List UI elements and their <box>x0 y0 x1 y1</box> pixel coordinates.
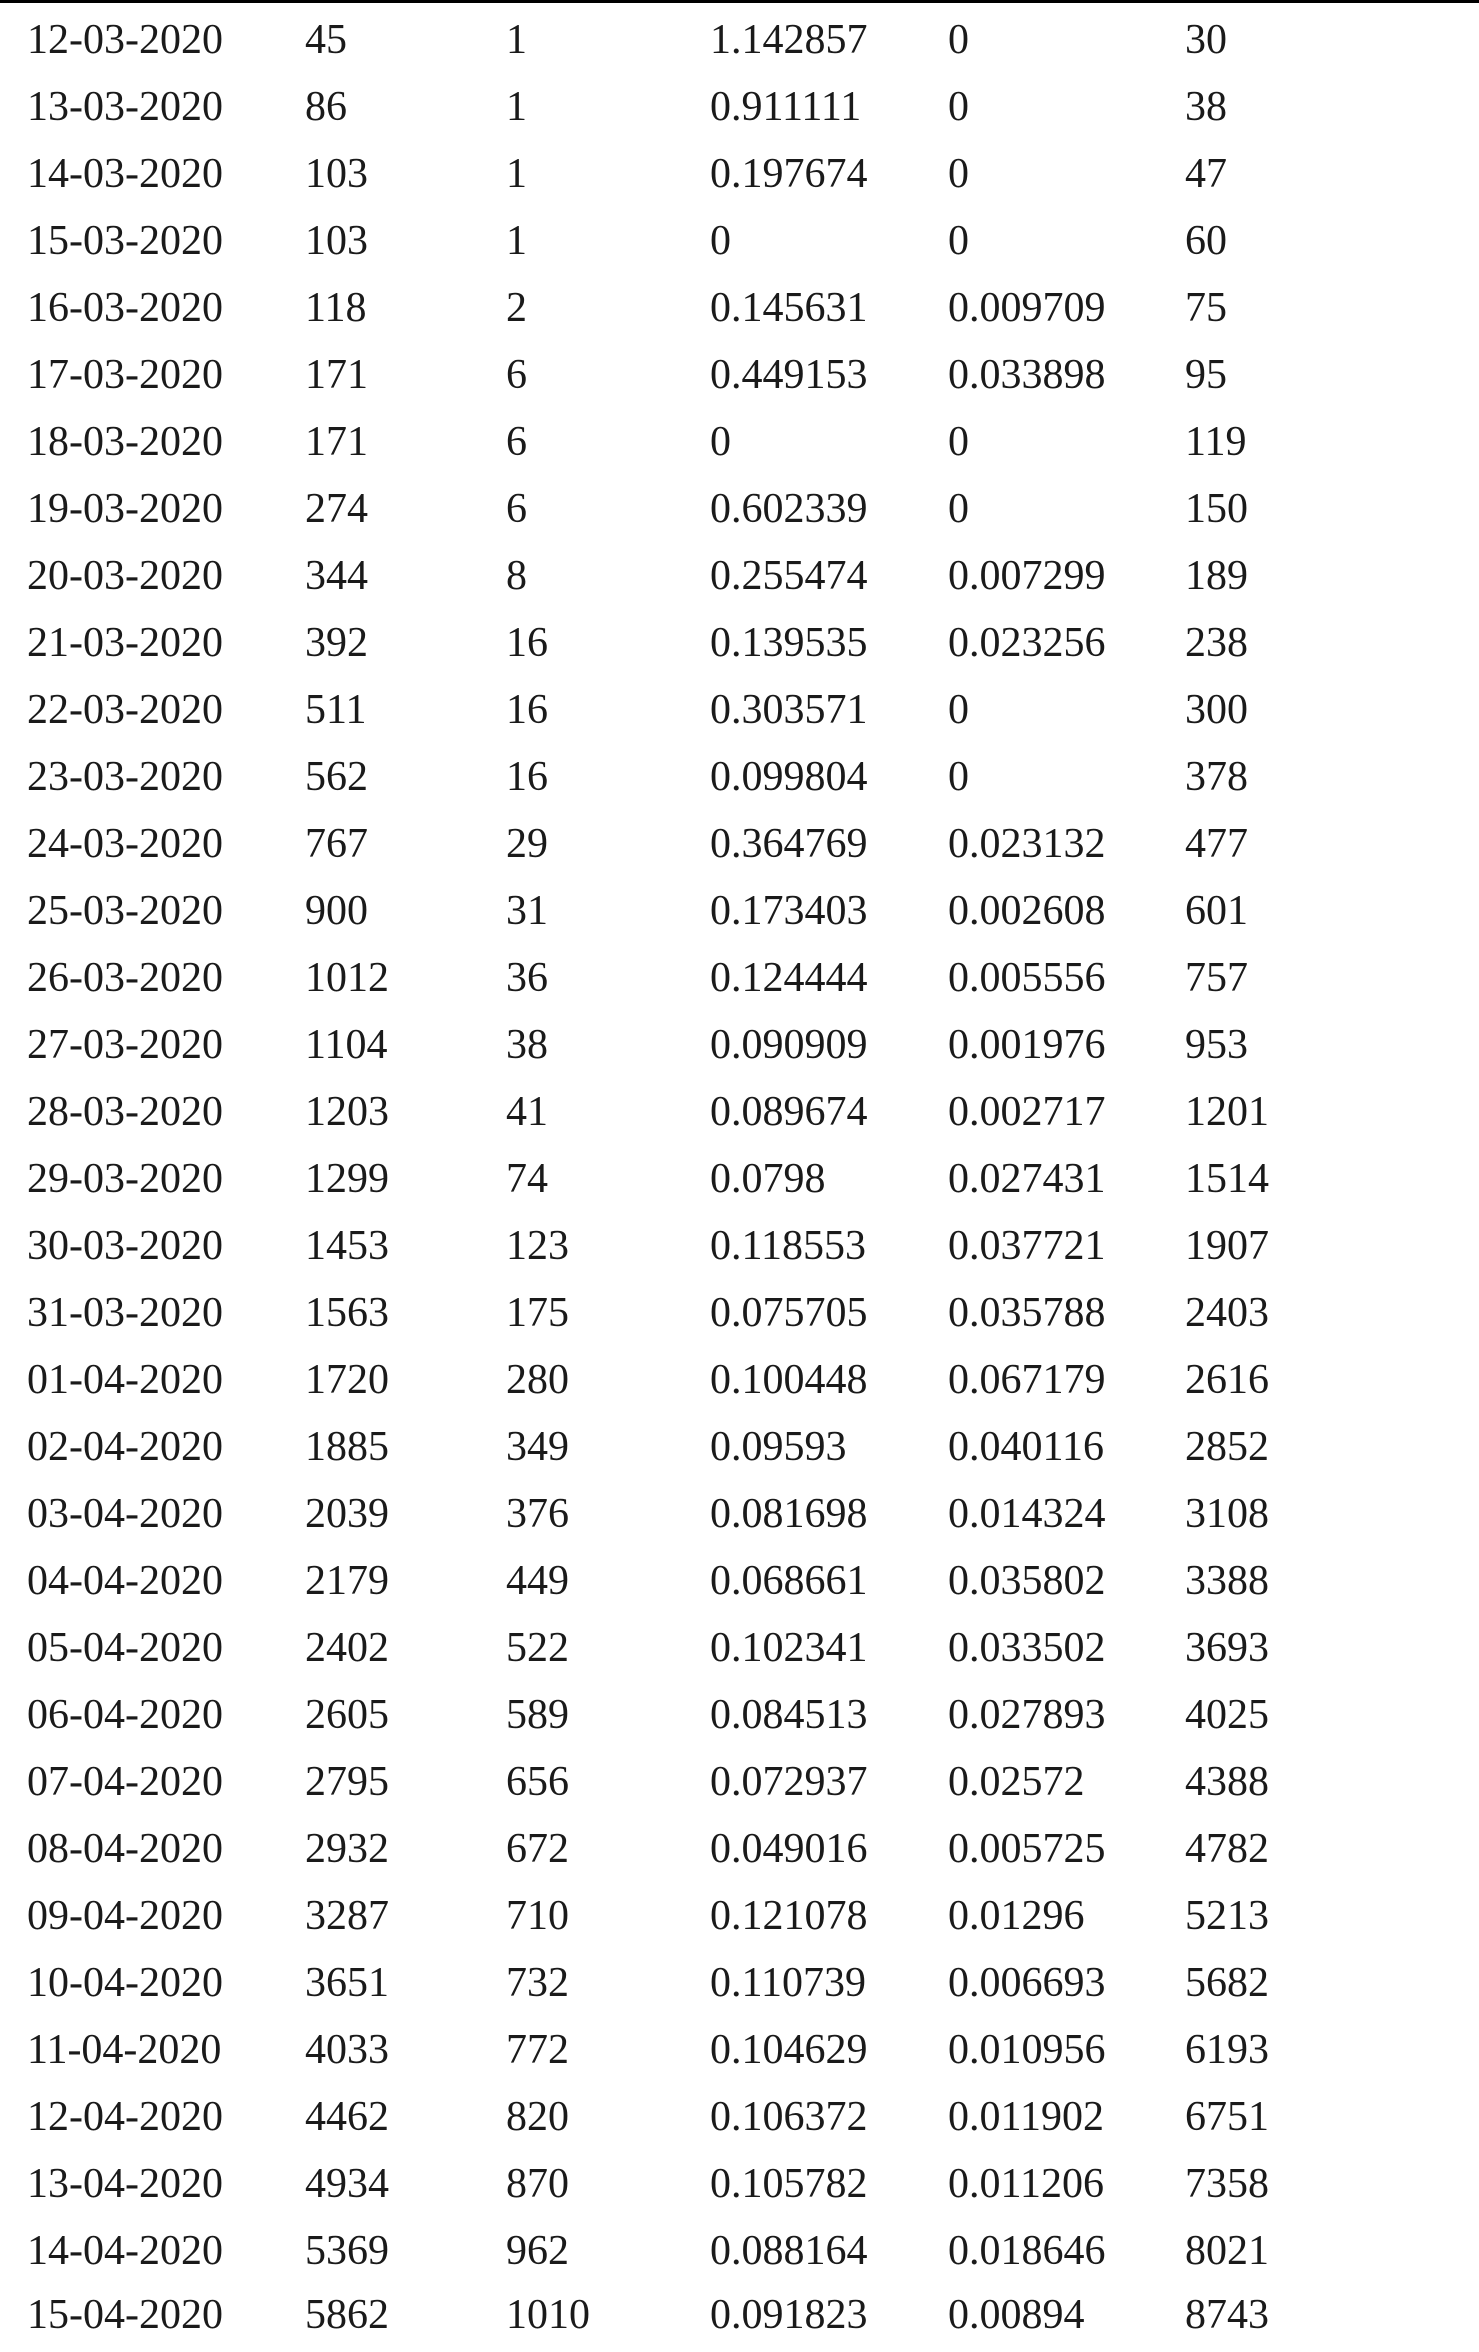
deaths-cell: 1010 <box>506 2292 590 2338</box>
total-cases-cell: 4033 <box>305 2027 389 2073</box>
total-cases-cell: 3287 <box>305 1893 389 1939</box>
deaths-cell: 16 <box>506 620 548 666</box>
projected-value-cell: 47 <box>1185 151 1227 197</box>
death-rate-cell: 0.01296 <box>948 1893 1085 1939</box>
total-cases-cell: 3651 <box>305 1960 389 2006</box>
growth-rate-cell: 0.090909 <box>710 1022 868 1068</box>
total-cases-cell: 900 <box>305 888 368 934</box>
growth-rate-cell: 0.110739 <box>710 1960 866 2006</box>
date-cell: 25-03-2020 <box>27 888 223 934</box>
table-row <box>0 1347 1479 1414</box>
total-cases-cell: 2179 <box>305 1558 389 1604</box>
total-cases-cell: 4462 <box>305 2094 389 2140</box>
total-cases-cell: 274 <box>305 486 368 532</box>
date-cell: 28-03-2020 <box>27 1089 223 1135</box>
projected-value-cell: 1907 <box>1185 1223 1269 1269</box>
date-cell: 21-03-2020 <box>27 620 223 666</box>
projected-value-cell: 6751 <box>1185 2094 1269 2140</box>
date-cell: 13-04-2020 <box>27 2161 223 2207</box>
growth-rate-cell: 0.364769 <box>710 821 868 867</box>
table-row <box>0 1481 1479 1548</box>
deaths-cell: 1 <box>506 84 527 130</box>
death-rate-cell: 0.040116 <box>948 1424 1104 1470</box>
death-rate-cell: 0.011206 <box>948 2161 1104 2207</box>
deaths-cell: 962 <box>506 2228 569 2274</box>
table-row <box>0 141 1479 208</box>
projected-value-cell: 2852 <box>1185 1424 1269 1470</box>
growth-rate-cell: 0.072937 <box>710 1759 868 1805</box>
date-cell: 22-03-2020 <box>27 687 223 733</box>
projected-value-cell: 1514 <box>1185 1156 1269 1202</box>
projected-value-cell: 8021 <box>1185 2228 1269 2274</box>
total-cases-cell: 118 <box>305 285 367 331</box>
deaths-cell: 820 <box>506 2094 569 2140</box>
total-cases-cell: 5862 <box>305 2292 389 2338</box>
growth-rate-cell: 0.104629 <box>710 2027 868 2073</box>
growth-rate-cell: 0.0798 <box>710 1156 826 1202</box>
death-rate-cell: 0.033898 <box>948 352 1106 398</box>
date-cell: 12-04-2020 <box>27 2094 223 2140</box>
table-row <box>0 275 1479 342</box>
projected-value-cell: 4388 <box>1185 1759 1269 1805</box>
date-cell: 08-04-2020 <box>27 1826 223 1872</box>
projected-value-cell: 3108 <box>1185 1491 1269 1537</box>
death-rate-cell: 0.067179 <box>948 1357 1106 1403</box>
table-row <box>0 1079 1479 1146</box>
table-row <box>0 1548 1479 1615</box>
date-cell: 03-04-2020 <box>27 1491 223 1537</box>
table-row <box>0 409 1479 476</box>
projected-value-cell: 189 <box>1185 553 1248 599</box>
table-row <box>0 1950 1479 2017</box>
growth-rate-cell: 0.145631 <box>710 285 868 331</box>
deaths-cell: 123 <box>506 1223 569 1269</box>
deaths-cell: 36 <box>506 955 548 1001</box>
deaths-cell: 772 <box>506 2027 569 2073</box>
deaths-cell: 2 <box>506 285 527 331</box>
growth-rate-cell: 0.121078 <box>710 1893 868 1939</box>
deaths-cell: 349 <box>506 1424 569 1470</box>
table-row <box>0 610 1479 677</box>
deaths-cell: 672 <box>506 1826 569 1872</box>
total-cases-cell: 767 <box>305 821 368 867</box>
deaths-cell: 29 <box>506 821 548 867</box>
death-rate-cell: 0.011902 <box>948 2094 1104 2140</box>
projected-value-cell: 3388 <box>1185 1558 1269 1604</box>
table-row <box>0 2017 1479 2084</box>
projected-value-cell: 378 <box>1185 754 1248 800</box>
total-cases-cell: 2605 <box>305 1692 389 1738</box>
total-cases-cell: 4934 <box>305 2161 389 2207</box>
deaths-cell: 6 <box>506 419 527 465</box>
deaths-cell: 280 <box>506 1357 569 1403</box>
total-cases-cell: 1563 <box>305 1290 389 1336</box>
growth-rate-cell: 0.139535 <box>710 620 868 666</box>
deaths-cell: 74 <box>506 1156 548 1202</box>
death-rate-cell: 0 <box>948 17 969 63</box>
deaths-cell: 6 <box>506 486 527 532</box>
death-rate-cell: 0.001976 <box>948 1022 1106 1068</box>
deaths-cell: 16 <box>506 754 548 800</box>
growth-rate-cell: 0.09593 <box>710 1424 847 1470</box>
projected-value-cell: 477 <box>1185 821 1248 867</box>
growth-rate-cell: 0.106372 <box>710 2094 868 2140</box>
projected-value-cell: 300 <box>1185 687 1248 733</box>
growth-rate-cell: 0.049016 <box>710 1826 868 1872</box>
date-cell: 15-04-2020 <box>27 2292 223 2338</box>
total-cases-cell: 1012 <box>305 955 389 1001</box>
growth-rate-cell: 0.105782 <box>710 2161 868 2207</box>
total-cases-cell: 103 <box>305 218 368 264</box>
deaths-cell: 589 <box>506 1692 569 1738</box>
projected-value-cell: 95 <box>1185 352 1227 398</box>
death-rate-cell: 0 <box>948 218 969 264</box>
growth-rate-cell: 0.100448 <box>710 1357 868 1403</box>
death-rate-cell: 0.009709 <box>948 285 1106 331</box>
death-rate-cell: 0 <box>948 687 969 733</box>
date-cell: 10-04-2020 <box>27 1960 223 2006</box>
deaths-cell: 710 <box>506 1893 569 1939</box>
date-cell: 11-04-2020 <box>27 2027 222 2073</box>
date-cell: 06-04-2020 <box>27 1692 223 1738</box>
total-cases-cell: 45 <box>305 17 347 63</box>
total-cases-cell: 103 <box>305 151 368 197</box>
projected-value-cell: 75 <box>1185 285 1227 331</box>
table-row <box>0 2151 1479 2218</box>
deaths-cell: 16 <box>506 687 548 733</box>
table-row <box>0 1414 1479 1481</box>
deaths-cell: 31 <box>506 888 548 934</box>
death-rate-cell: 0 <box>948 151 969 197</box>
death-rate-cell: 0 <box>948 486 969 532</box>
date-cell: 23-03-2020 <box>27 754 223 800</box>
death-rate-cell: 0 <box>948 84 969 130</box>
death-rate-cell: 0.002717 <box>948 1089 1106 1135</box>
total-cases-cell: 2039 <box>305 1491 389 1537</box>
total-cases-cell: 511 <box>305 687 367 733</box>
table-row <box>0 1615 1479 1682</box>
growth-rate-cell: 0.303571 <box>710 687 868 733</box>
date-cell: 16-03-2020 <box>27 285 223 331</box>
date-cell: 24-03-2020 <box>27 821 223 867</box>
deaths-cell: 449 <box>506 1558 569 1604</box>
growth-rate-cell: 0.075705 <box>710 1290 868 1336</box>
projected-value-cell: 2403 <box>1185 1290 1269 1336</box>
death-rate-cell: 0.010956 <box>948 2027 1106 2073</box>
table-row <box>0 677 1479 744</box>
death-rate-cell: 0.023256 <box>948 620 1106 666</box>
projected-value-cell: 60 <box>1185 218 1227 264</box>
table-top-rule <box>0 0 1479 3</box>
death-rate-cell: 0.006693 <box>948 1960 1106 2006</box>
date-cell: 07-04-2020 <box>27 1759 223 1805</box>
date-cell: 12-03-2020 <box>27 17 223 63</box>
deaths-cell: 8 <box>506 553 527 599</box>
growth-rate-cell: 0.124444 <box>710 955 868 1001</box>
deaths-cell: 175 <box>506 1290 569 1336</box>
total-cases-cell: 171 <box>305 419 368 465</box>
date-cell: 31-03-2020 <box>27 1290 223 1336</box>
growth-rate-cell: 0.081698 <box>710 1491 868 1537</box>
growth-rate-cell: 0.099804 <box>710 754 868 800</box>
death-rate-cell: 0.035788 <box>948 1290 1106 1336</box>
total-cases-cell: 392 <box>305 620 368 666</box>
total-cases-cell: 1299 <box>305 1156 389 1202</box>
deaths-cell: 1 <box>506 17 527 63</box>
projected-value-cell: 30 <box>1185 17 1227 63</box>
table-row <box>0 1749 1479 1816</box>
growth-rate-cell: 0.911111 <box>710 84 862 130</box>
projected-value-cell: 1201 <box>1185 1089 1269 1135</box>
table-row <box>0 476 1479 543</box>
table-row <box>0 7 1479 74</box>
data-table <box>0 7 1479 2352</box>
total-cases-cell: 2795 <box>305 1759 389 1805</box>
growth-rate-cell: 0.102341 <box>710 1625 868 1671</box>
growth-rate-cell: 0.068661 <box>710 1558 868 1604</box>
table-row <box>0 1816 1479 1883</box>
total-cases-cell: 5369 <box>305 2228 389 2274</box>
growth-rate-cell: 0.197674 <box>710 151 868 197</box>
table-row <box>0 744 1479 811</box>
projected-value-cell: 4782 <box>1185 1826 1269 1872</box>
table-row <box>0 811 1479 878</box>
deaths-cell: 1 <box>506 218 527 264</box>
growth-rate-cell: 0 <box>710 419 731 465</box>
death-rate-cell: 0.005556 <box>948 955 1106 1001</box>
death-rate-cell: 0.035802 <box>948 1558 1106 1604</box>
date-cell: 14-04-2020 <box>27 2228 223 2274</box>
total-cases-cell: 1885 <box>305 1424 389 1470</box>
growth-rate-cell: 1.142857 <box>710 17 868 63</box>
table-row <box>0 878 1479 945</box>
table-row <box>0 1146 1479 1213</box>
date-cell: 26-03-2020 <box>27 955 223 1001</box>
date-cell: 17-03-2020 <box>27 352 223 398</box>
death-rate-cell: 0.005725 <box>948 1826 1106 1872</box>
projected-value-cell: 5213 <box>1185 1893 1269 1939</box>
date-cell: 01-04-2020 <box>27 1357 223 1403</box>
death-rate-cell: 0.00894 <box>948 2292 1085 2338</box>
date-cell: 30-03-2020 <box>27 1223 223 1269</box>
date-cell: 27-03-2020 <box>27 1022 223 1068</box>
table-row <box>0 74 1479 141</box>
date-cell: 05-04-2020 <box>27 1625 223 1671</box>
projected-value-cell: 7358 <box>1185 2161 1269 2207</box>
projected-value-cell: 953 <box>1185 1022 1248 1068</box>
date-cell: 29-03-2020 <box>27 1156 223 1202</box>
death-rate-cell: 0.023132 <box>948 821 1106 867</box>
growth-rate-cell: 0.118553 <box>710 1223 866 1269</box>
total-cases-cell: 86 <box>305 84 347 130</box>
death-rate-cell: 0.002608 <box>948 888 1106 934</box>
projected-value-cell: 119 <box>1185 419 1247 465</box>
table-row <box>0 543 1479 610</box>
date-cell: 04-04-2020 <box>27 1558 223 1604</box>
growth-rate-cell: 0.089674 <box>710 1089 868 1135</box>
death-rate-cell: 0.027893 <box>948 1692 1106 1738</box>
death-rate-cell: 0.02572 <box>948 1759 1085 1805</box>
growth-rate-cell: 0 <box>710 218 731 264</box>
projected-value-cell: 3693 <box>1185 1625 1269 1671</box>
death-rate-cell: 0.018646 <box>948 2228 1106 2274</box>
table-row <box>0 1280 1479 1347</box>
date-cell: 14-03-2020 <box>27 151 223 197</box>
date-cell: 18-03-2020 <box>27 419 223 465</box>
table-row <box>0 208 1479 275</box>
deaths-cell: 656 <box>506 1759 569 1805</box>
growth-rate-cell: 0.173403 <box>710 888 868 934</box>
table-row <box>0 2285 1479 2352</box>
growth-rate-cell: 0.084513 <box>710 1692 868 1738</box>
table-row <box>0 1213 1479 1280</box>
deaths-cell: 41 <box>506 1089 548 1135</box>
death-rate-cell: 0.027431 <box>948 1156 1106 1202</box>
death-rate-cell: 0 <box>948 419 969 465</box>
table-row <box>0 2218 1479 2285</box>
date-cell: 13-03-2020 <box>27 84 223 130</box>
total-cases-cell: 171 <box>305 352 368 398</box>
date-cell: 15-03-2020 <box>27 218 223 264</box>
projected-value-cell: 601 <box>1185 888 1248 934</box>
total-cases-cell: 1203 <box>305 1089 389 1135</box>
date-cell: 19-03-2020 <box>27 486 223 532</box>
total-cases-cell: 562 <box>305 754 368 800</box>
total-cases-cell: 2932 <box>305 1826 389 1872</box>
growth-rate-cell: 0.602339 <box>710 486 868 532</box>
date-cell: 20-03-2020 <box>27 553 223 599</box>
deaths-cell: 1 <box>506 151 527 197</box>
table-row <box>0 1012 1479 1079</box>
table-row <box>0 342 1479 409</box>
date-cell: 02-04-2020 <box>27 1424 223 1470</box>
deaths-cell: 38 <box>506 1022 548 1068</box>
table-row <box>0 1883 1479 1950</box>
date-cell: 09-04-2020 <box>27 1893 223 1939</box>
death-rate-cell: 0.037721 <box>948 1223 1106 1269</box>
growth-rate-cell: 0.449153 <box>710 352 868 398</box>
total-cases-cell: 344 <box>305 553 368 599</box>
deaths-cell: 732 <box>506 1960 569 2006</box>
projected-value-cell: 4025 <box>1185 1692 1269 1738</box>
table-row <box>0 945 1479 1012</box>
deaths-cell: 376 <box>506 1491 569 1537</box>
total-cases-cell: 1720 <box>305 1357 389 1403</box>
projected-value-cell: 8743 <box>1185 2292 1269 2338</box>
death-rate-cell: 0.033502 <box>948 1625 1106 1671</box>
death-rate-cell: 0.014324 <box>948 1491 1106 1537</box>
projected-value-cell: 2616 <box>1185 1357 1269 1403</box>
projected-value-cell: 38 <box>1185 84 1227 130</box>
projected-value-cell: 150 <box>1185 486 1248 532</box>
deaths-cell: 870 <box>506 2161 569 2207</box>
projected-value-cell: 238 <box>1185 620 1248 666</box>
death-rate-cell: 0.007299 <box>948 553 1106 599</box>
growth-rate-cell: 0.091823 <box>710 2292 868 2338</box>
growth-rate-cell: 0.088164 <box>710 2228 868 2274</box>
death-rate-cell: 0 <box>948 754 969 800</box>
deaths-cell: 522 <box>506 1625 569 1671</box>
projected-value-cell: 6193 <box>1185 2027 1269 2073</box>
deaths-cell: 6 <box>506 352 527 398</box>
total-cases-cell: 1104 <box>305 1022 388 1068</box>
projected-value-cell: 757 <box>1185 955 1248 1001</box>
total-cases-cell: 1453 <box>305 1223 389 1269</box>
total-cases-cell: 2402 <box>305 1625 389 1671</box>
table-row <box>0 1682 1479 1749</box>
table-row <box>0 2084 1479 2151</box>
projected-value-cell: 5682 <box>1185 1960 1269 2006</box>
growth-rate-cell: 0.255474 <box>710 553 868 599</box>
